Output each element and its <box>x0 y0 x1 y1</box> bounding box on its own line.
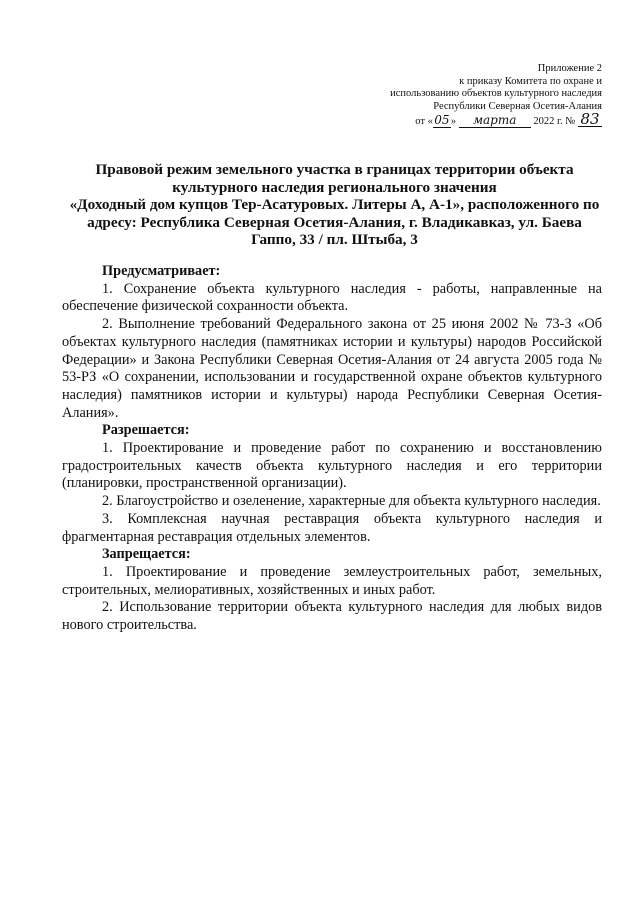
allowed-item-3: 3. Комплексная научная реставрация объекта культурного наследия и фрагментарная реставрация отдельных элементов. <box>62 510 602 545</box>
order-number: 83 <box>578 113 602 127</box>
date-mid: » <box>450 116 457 127</box>
allowed-item-1: 1. Проектирование и проведение работ по сохранению и восстановлению градостроительных качеств объекта культурного наследия и его территории (планировки, пространственной организации). <box>62 440 602 492</box>
title-line-3: «Доходный дом купцов Тер-Асатуровых. Литеры А, А-1», расположенного по <box>69 196 600 214</box>
title-line-4: адресу: Республика Северная Осетия-Алания, г. Владикавказ, ул. Баева <box>87 213 582 231</box>
date-day: 05 <box>434 113 450 127</box>
date-month: марта <box>459 114 531 128</box>
appendix-label: Приложение 2 <box>537 63 602 74</box>
title-line-5: Гаппо, 33 / пл. Штыба, 3 <box>251 231 418 249</box>
order-reference: к приказу Комитета по охране и <box>459 75 602 87</box>
republic-name: Республики Северная Осетия-Алания <box>433 100 602 112</box>
forbidden-heading: Запрещается: <box>102 546 191 563</box>
provides-item-1: 1. Сохранение объекта культурного наследия - работы, направленные на обеспечение физической сохранности объекта. <box>62 280 602 315</box>
title-line-2: культурного наследия регионального значения <box>172 178 497 196</box>
document-title <box>62 161 607 249</box>
provides-item-2: 2. Выполнение требований Федерального закона от 25 июня 2002 № 73-З «Об объектах культурного наследия (памятниках истории и культуры) народов Российской Федерации» и Закона Республики Северная Осетия-Алания от 24 августа 2005 года № 53-РЗ «О сохранении, использовании и государственной охране объектов культурного наследия) памятников истории и культуры) народа Республики Северная Осетия-Алания». <box>62 316 602 421</box>
allowed-heading: Разрешается: <box>102 422 190 439</box>
allowed-item-2: 2. Благоустройство и озеленение, характерные для объекта культурного наследия. <box>102 493 601 510</box>
forbidden-item-2: 2. Использование территории объекта культурного наследия для любых видов нового строительства. <box>62 599 602 634</box>
date-suffix: 2022 г. № <box>533 116 576 127</box>
date-prefix: от « <box>415 116 433 127</box>
order-date-line <box>302 110 602 129</box>
title-line-1: Правовой режим земельного участка в границах территории объекта <box>95 161 574 178</box>
committee-name: использованию объектов культурного наследия <box>390 88 602 99</box>
appendix-header <box>302 63 602 129</box>
forbidden-item-1: 1. Проектирование и проведение землеустроительных работ, земельных, строительных, мелиоративных, хозяйственных и иных работ. <box>62 563 602 598</box>
document-body <box>62 263 602 635</box>
provides-heading: Предусматривает: <box>102 263 221 279</box>
